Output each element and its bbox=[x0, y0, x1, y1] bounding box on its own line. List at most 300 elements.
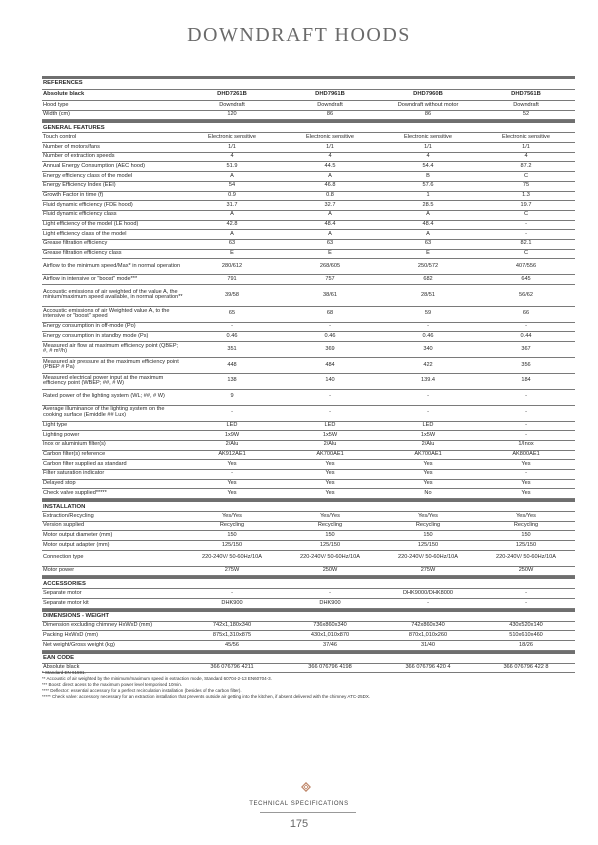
cell-value: LED bbox=[324, 422, 336, 429]
table-row bbox=[42, 622, 575, 632]
section-header bbox=[42, 651, 575, 664]
color-label: Absolute black bbox=[43, 91, 85, 98]
table-row bbox=[42, 567, 575, 577]
cell-value: 82.1 bbox=[520, 240, 532, 247]
cell-value: Yes bbox=[325, 489, 335, 496]
table-row bbox=[42, 451, 575, 461]
row-label: Energy consumption in standby mode (Ps) bbox=[43, 332, 149, 339]
table-row bbox=[42, 441, 575, 451]
row-label: Light efficiency of the model (LE hood) bbox=[43, 221, 139, 228]
cell-value: 366 076796 4211 bbox=[210, 664, 254, 671]
cell-value: 275W bbox=[224, 567, 240, 574]
table-row bbox=[42, 460, 575, 470]
cell-value: 340 bbox=[423, 345, 433, 352]
cell-value: 44.5 bbox=[324, 162, 336, 169]
section-label: GENERAL FEATURES bbox=[43, 124, 105, 131]
cell-value: Downdraft without motor bbox=[397, 101, 459, 108]
row-label: Packing HxWxD (mm) bbox=[43, 631, 99, 638]
cell-value: - bbox=[525, 230, 527, 237]
cell-value: 37/46 bbox=[323, 641, 337, 648]
cell-value: - bbox=[329, 323, 331, 330]
footnote: * Standard EN 61591. bbox=[42, 670, 86, 675]
cell-value: A bbox=[328, 230, 332, 237]
table-row bbox=[42, 422, 575, 432]
row-label: Fluid dynamic efficiency class bbox=[43, 211, 117, 218]
row-label: Measured air flow at maximum efficiency point (QBEP; #, # m³/h) bbox=[43, 342, 179, 355]
cell-value: 757 bbox=[325, 275, 335, 282]
cell-value: 736x860x340 bbox=[313, 622, 347, 629]
cell-value: Yes bbox=[423, 470, 433, 477]
cell-value: 45/56 bbox=[225, 641, 239, 648]
table-row bbox=[42, 358, 575, 374]
cell-value: 57.6 bbox=[422, 182, 434, 189]
section-label: DIMENSIONS - WEIGHT bbox=[43, 613, 110, 620]
cell-value: 184 bbox=[521, 377, 531, 384]
cell-value: 32.7 bbox=[324, 201, 336, 208]
row-label: Number of motors/fans bbox=[43, 143, 100, 150]
cell-value: 4 bbox=[426, 153, 430, 160]
table-row bbox=[42, 182, 575, 192]
cell-value: 1x5W bbox=[322, 431, 338, 438]
cell-value: 366 076796 4198 bbox=[308, 664, 352, 671]
cell-value: 54.4 bbox=[422, 162, 434, 169]
cell-value: 220-240V/ 50-60Hz/10A bbox=[299, 554, 361, 561]
table-row bbox=[42, 221, 575, 231]
table-row bbox=[42, 172, 575, 182]
cell-value: 150 bbox=[325, 531, 335, 538]
cell-value: 407/556 bbox=[515, 262, 537, 269]
cell-value: A bbox=[328, 211, 332, 218]
table-row bbox=[42, 162, 575, 172]
cell-value: 28.5 bbox=[422, 201, 434, 208]
cell-value: 38/61 bbox=[323, 291, 337, 298]
cell-value: 2/Alu bbox=[225, 441, 239, 448]
row-label: Grease filtration efficiency class bbox=[43, 250, 122, 257]
cell-value: 9 bbox=[230, 393, 234, 400]
cell-value: - bbox=[427, 323, 429, 330]
cell-value: 1/Inox bbox=[518, 441, 534, 448]
cell-value: 280/612 bbox=[221, 262, 243, 269]
cell-value: 0.46 bbox=[226, 332, 238, 339]
cell-value: 422 bbox=[423, 361, 433, 368]
row-label: Motor output diameter (mm) bbox=[43, 531, 113, 538]
row-label: Absolute black bbox=[43, 664, 80, 671]
footnote: **** Deflector: essential accessory for a perfect recirculation installation (besides of the carbon filter). bbox=[42, 688, 242, 693]
table-row bbox=[42, 541, 575, 551]
row-label: Separate motor kit bbox=[43, 599, 89, 606]
cell-value: Yes bbox=[227, 460, 237, 467]
cell-value: 51.9 bbox=[226, 162, 238, 169]
table-row bbox=[42, 201, 575, 211]
cell-value: No bbox=[424, 489, 432, 496]
cell-value: 4 bbox=[328, 153, 332, 160]
cell-value: C bbox=[523, 211, 529, 218]
cell-value: 366 076796 422 8 bbox=[503, 664, 549, 671]
cell-value: 56/62 bbox=[519, 291, 533, 298]
cell-value: 220-240V/ 50-60Hz/10A bbox=[495, 554, 557, 561]
table-row bbox=[42, 522, 575, 532]
table-row bbox=[42, 240, 575, 250]
table-row bbox=[42, 489, 575, 499]
cell-value: - bbox=[525, 422, 527, 429]
references-header bbox=[42, 79, 575, 90]
cell-value: 430x1,010x870 bbox=[310, 631, 350, 638]
row-label: Airflow in intensive or "boost" mode*** bbox=[43, 275, 138, 282]
cell-value: 139.4 bbox=[421, 377, 435, 384]
cell-value: A bbox=[426, 211, 430, 218]
cell-value: 0.46 bbox=[422, 332, 434, 339]
cell-value: 1/1 bbox=[228, 143, 236, 150]
footer-divider bbox=[260, 812, 356, 813]
row-label: Carbon filter supplied as standard bbox=[43, 460, 127, 467]
row-label: Energy efficiency class of the model bbox=[43, 172, 133, 179]
row-label: Inox or aluminium filter(s) bbox=[43, 441, 106, 448]
row-label: Separate motor bbox=[43, 589, 82, 596]
footnotes bbox=[42, 670, 562, 700]
table-row bbox=[42, 153, 575, 163]
cell-value: B bbox=[426, 172, 430, 179]
table-row bbox=[42, 111, 575, 121]
cell-value: A bbox=[426, 230, 430, 237]
table-row bbox=[42, 259, 575, 275]
cell-value: E bbox=[328, 250, 332, 257]
cell-value: - bbox=[329, 409, 331, 416]
row-label: Airflow to the minimum speed/Max* in normal operation bbox=[43, 262, 181, 269]
table-row bbox=[42, 211, 575, 221]
table-row bbox=[42, 133, 575, 143]
row-label: Lighting power bbox=[43, 431, 80, 438]
cell-value: 65 bbox=[228, 310, 236, 317]
section-header bbox=[42, 576, 575, 589]
row-label: Light efficiency class of the model bbox=[43, 230, 127, 237]
cell-value: A bbox=[230, 211, 234, 218]
cell-value: - bbox=[329, 589, 331, 596]
cell-value: Recycling bbox=[317, 522, 343, 529]
cell-value: 367 bbox=[521, 345, 531, 352]
cell-value: 351 bbox=[227, 345, 237, 352]
cell-value: 42.8 bbox=[226, 221, 238, 228]
cell-value: 2/Alu bbox=[421, 441, 435, 448]
table-row bbox=[42, 101, 575, 111]
row-label: Fluid dynamic efficiency (FDE hood) bbox=[43, 201, 133, 208]
cell-value: 791 bbox=[227, 275, 237, 282]
cell-value: 275W bbox=[420, 567, 436, 574]
diamond-logo-icon bbox=[301, 782, 311, 792]
cell-value: - bbox=[525, 323, 527, 330]
model-name: DHD7261B bbox=[217, 91, 247, 98]
cell-value: 250W bbox=[322, 567, 338, 574]
cell-value: Recycling bbox=[219, 522, 245, 529]
table-row bbox=[42, 323, 575, 333]
cell-value: 220-240V/ 50-60Hz/10A bbox=[201, 554, 263, 561]
cell-value: 366 076796 420 4 bbox=[405, 664, 451, 671]
row-label: Motor output adapter (mm) bbox=[43, 541, 110, 548]
cell-value: - bbox=[525, 431, 527, 438]
table-row bbox=[42, 285, 575, 307]
footnote: ***** Check valve: accessory necessary for an extraction installation that prevents outside air getting into the kitchen, if absent delivered with the chimney ATC-25DX. bbox=[42, 694, 371, 699]
cell-value: A bbox=[230, 172, 234, 179]
cell-value: Electronic sensitive bbox=[306, 133, 354, 140]
cell-value: 120 bbox=[227, 111, 237, 118]
row-label: Width (cm) bbox=[43, 111, 71, 118]
cell-value: A bbox=[328, 172, 332, 179]
cell-value: E bbox=[230, 250, 234, 257]
cell-value: 0.46 bbox=[324, 332, 336, 339]
footnote: ** Accoustic of air weighted by the minimum/maximum speed in extraction mode, Standard 60704-2-13 EN60704-3. bbox=[42, 676, 272, 681]
cell-value: 87.2 bbox=[520, 162, 532, 169]
cell-value: Yes bbox=[227, 489, 237, 496]
cell-value: 125/150 bbox=[417, 541, 439, 548]
cell-value: Electronic sensitive bbox=[208, 133, 256, 140]
cell-value: 875x1,310x875 bbox=[212, 631, 252, 638]
row-label: Filter saturation indicator bbox=[43, 470, 105, 477]
cell-value: Yes bbox=[423, 480, 433, 487]
cell-value: AK700AE1 bbox=[316, 451, 344, 458]
cell-value: 1/1 bbox=[326, 143, 334, 150]
row-label: Measured electrical power input at the maximum efficiency point (WBEP; ##, # W) bbox=[43, 374, 164, 387]
row-label: Carbon filter(s) reference bbox=[43, 451, 106, 458]
row-label: Version supplied bbox=[43, 522, 85, 529]
cell-value: Downdraft bbox=[317, 101, 343, 108]
cell-value: Electronic sensitive bbox=[502, 133, 550, 140]
cell-value: C bbox=[523, 250, 529, 257]
cell-value: 0.44 bbox=[520, 332, 532, 339]
cell-value: Yes bbox=[521, 480, 531, 487]
cell-value: 66 bbox=[522, 310, 530, 317]
cell-value: 430x520x140 bbox=[509, 622, 543, 629]
row-label: Growth Factor in time (f) bbox=[43, 192, 104, 199]
cell-value: - bbox=[231, 409, 233, 416]
cell-value: Yes/Yes bbox=[320, 512, 340, 519]
row-label: Dimension excluding chimney HxWxD (mm) bbox=[43, 622, 153, 629]
row-label: Rated power of the lighting system (WL; ##, # W) bbox=[43, 393, 165, 400]
cell-value: 1x5W bbox=[420, 431, 436, 438]
cell-value: 125/150 bbox=[319, 541, 341, 548]
row-label: Accoustic emissions of air Weighted value A, to the intensive or "boost" speed bbox=[43, 307, 170, 320]
row-label: Accoustic emissions of air weighted of the value A, the minium/maximum speed available, in normal operation** bbox=[43, 288, 183, 301]
cell-value: - bbox=[329, 393, 331, 400]
cell-value: - bbox=[231, 323, 233, 330]
cell-value: 68 bbox=[326, 310, 334, 317]
cell-value: - bbox=[525, 599, 527, 606]
cell-value: E bbox=[426, 250, 430, 257]
model-header-row bbox=[42, 90, 575, 101]
cell-value: 369 bbox=[325, 345, 335, 352]
cell-value: 0.9 bbox=[228, 192, 236, 199]
table-row bbox=[42, 390, 575, 406]
cell-value: 1/1 bbox=[522, 143, 530, 150]
cell-value: Yes/Yes bbox=[222, 512, 242, 519]
table-row bbox=[42, 192, 575, 202]
table-row bbox=[42, 512, 575, 522]
cell-value: Yes bbox=[521, 489, 531, 496]
cell-value: 484 bbox=[325, 361, 335, 368]
cell-value: Yes/Yes bbox=[516, 512, 536, 519]
model-name: DHD7561B bbox=[511, 91, 541, 98]
cell-value: Electronic sensitive bbox=[404, 133, 452, 140]
row-label: Hood type bbox=[43, 101, 69, 108]
cell-value: 63 bbox=[228, 240, 236, 247]
table-row bbox=[42, 480, 575, 490]
footnote: *** Boost: direct acess to the maximum power level temporised 10min. bbox=[42, 682, 183, 687]
model-name: DHD7961B bbox=[315, 91, 345, 98]
cell-value: Downdraft bbox=[513, 101, 539, 108]
cell-value: 63 bbox=[424, 240, 432, 247]
table-row bbox=[42, 406, 575, 422]
references-label: REFERENCES bbox=[43, 80, 83, 87]
cell-value: - bbox=[525, 221, 527, 228]
footer-label: TECHNICAL SPECIFICATIONS bbox=[249, 801, 349, 807]
cell-value: 19.7 bbox=[520, 201, 532, 208]
table-row bbox=[42, 332, 575, 342]
cell-value: 510x610x460 bbox=[509, 631, 543, 638]
row-label: Light type bbox=[43, 422, 68, 429]
cell-value: Yes/Yes bbox=[418, 512, 438, 519]
section-label: INSTALLATION bbox=[43, 503, 86, 510]
cell-value: 1.3 bbox=[522, 192, 530, 199]
cell-value: 150 bbox=[521, 531, 531, 538]
cell-value: 140 bbox=[325, 377, 335, 384]
row-label: Motor power bbox=[43, 567, 75, 574]
table-row bbox=[42, 551, 575, 567]
cell-value: - bbox=[525, 393, 527, 400]
table-row bbox=[42, 599, 575, 609]
row-label: Touch control bbox=[43, 133, 77, 140]
cell-value: Recycling bbox=[513, 522, 539, 529]
cell-value: DHK900 bbox=[319, 599, 341, 606]
cell-value: C bbox=[523, 172, 529, 179]
cell-value: 48.4 bbox=[422, 221, 434, 228]
table-row bbox=[42, 531, 575, 541]
section-label: EAN CODE bbox=[43, 655, 75, 662]
cell-value: Yes bbox=[325, 480, 335, 487]
cell-value: AK912AE1 bbox=[218, 451, 246, 458]
row-label: Annual Energy Consumption (AEC hood) bbox=[43, 162, 145, 169]
table-row bbox=[42, 374, 575, 390]
cell-value: 742x860x340 bbox=[411, 622, 445, 629]
row-label: Grease filtration efficiency bbox=[43, 240, 108, 247]
cell-value: 268/605 bbox=[319, 262, 341, 269]
cell-value: 63 bbox=[326, 240, 334, 247]
table-row bbox=[42, 250, 575, 260]
cell-value: 52 bbox=[522, 111, 530, 118]
table-row bbox=[42, 143, 575, 153]
table-row bbox=[42, 307, 575, 323]
row-label: Average illuminance of the lighting system on the cooking surface (Emiddle ## Lux) bbox=[43, 406, 165, 419]
cell-value: - bbox=[525, 470, 527, 477]
row-label: Delayed stop bbox=[43, 480, 76, 487]
cell-value: 356 bbox=[521, 361, 531, 368]
cell-value: 645 bbox=[521, 275, 531, 282]
cell-value: 86 bbox=[424, 111, 432, 118]
cell-value: Yes bbox=[325, 460, 335, 467]
cell-value: LED bbox=[422, 422, 434, 429]
cell-value: 86 bbox=[326, 111, 334, 118]
table-row bbox=[42, 641, 575, 651]
table-row bbox=[42, 431, 575, 441]
cell-value: Yes bbox=[325, 470, 335, 477]
row-label: Check valve supplied***** bbox=[43, 489, 107, 496]
cell-value: - bbox=[525, 589, 527, 596]
cell-value: - bbox=[427, 409, 429, 416]
cell-value: 31/40 bbox=[421, 641, 435, 648]
cell-value: Recycling bbox=[415, 522, 441, 529]
page-number: 175 bbox=[289, 818, 309, 830]
cell-value: 250/572 bbox=[417, 262, 439, 269]
cell-value: 18/26 bbox=[519, 641, 533, 648]
section-header bbox=[42, 120, 575, 133]
cell-value: 75 bbox=[522, 182, 530, 189]
table-row bbox=[42, 470, 575, 480]
cell-value: 742x1,180x340 bbox=[212, 622, 252, 629]
cell-value: AK700AE1 bbox=[414, 451, 442, 458]
cell-value: 31.7 bbox=[226, 201, 238, 208]
row-label: Net weight/Gross weight (kg) bbox=[43, 641, 115, 648]
cell-value: 2/Alu bbox=[323, 441, 337, 448]
table-row bbox=[42, 230, 575, 240]
cell-value: 125/150 bbox=[515, 541, 537, 548]
cell-value: DHK9000/DHK8000 bbox=[402, 589, 454, 596]
cell-value: DHK900 bbox=[221, 599, 243, 606]
row-label: Number of extraction speeds bbox=[43, 153, 115, 160]
cell-value: 0.8 bbox=[326, 192, 334, 199]
table-row bbox=[42, 275, 575, 285]
cell-value: Yes bbox=[227, 480, 237, 487]
cell-value: 1 bbox=[426, 192, 430, 199]
row-label: Energy Efficiency Index (EEI) bbox=[43, 182, 116, 189]
model-name: DHD7960B bbox=[413, 91, 443, 98]
cell-value: 125/150 bbox=[221, 541, 243, 548]
cell-value: A bbox=[230, 230, 234, 237]
cell-value: 4 bbox=[524, 153, 528, 160]
cell-value: - bbox=[427, 599, 429, 606]
cell-value: 150 bbox=[227, 531, 237, 538]
cell-value: 682 bbox=[423, 275, 433, 282]
spec-table bbox=[42, 76, 575, 673]
cell-value: - bbox=[427, 393, 429, 400]
cell-value: 138 bbox=[227, 377, 237, 384]
cell-value: - bbox=[525, 409, 527, 416]
table-row bbox=[42, 589, 575, 599]
cell-value: 46.8 bbox=[324, 182, 336, 189]
section-header bbox=[42, 609, 575, 622]
cell-value: 39/58 bbox=[225, 291, 239, 298]
cell-value: 250W bbox=[518, 567, 534, 574]
cell-value: 54 bbox=[228, 182, 236, 189]
cell-value: LED bbox=[226, 422, 238, 429]
cell-value: 1x9W bbox=[224, 431, 240, 438]
cell-value: 48.4 bbox=[324, 221, 336, 228]
cell-value: AK800AE1 bbox=[512, 451, 540, 458]
cell-value: 4 bbox=[230, 153, 234, 160]
cell-value: - bbox=[231, 470, 233, 477]
table-row bbox=[42, 342, 575, 358]
cell-value: 448 bbox=[227, 361, 237, 368]
cell-value: Yes bbox=[521, 460, 531, 467]
cell-value: 220-240V/ 50-60Hz/10A bbox=[397, 554, 459, 561]
cell-value: 870x1,010x260 bbox=[408, 631, 448, 638]
table-row bbox=[42, 631, 575, 641]
cell-value: - bbox=[231, 589, 233, 596]
cell-value: 150 bbox=[423, 531, 433, 538]
row-label: Extraction/Recycling bbox=[43, 512, 94, 519]
section-label: ACCESSORIES bbox=[43, 580, 86, 587]
cell-value: 28/51 bbox=[421, 291, 435, 298]
row-label: Measured air pressure at the maximum efficiency point (PBEP # Pa) bbox=[43, 358, 179, 371]
cell-value: 1/1 bbox=[424, 143, 432, 150]
row-label: Connection type bbox=[43, 554, 84, 561]
section-header bbox=[42, 499, 575, 512]
